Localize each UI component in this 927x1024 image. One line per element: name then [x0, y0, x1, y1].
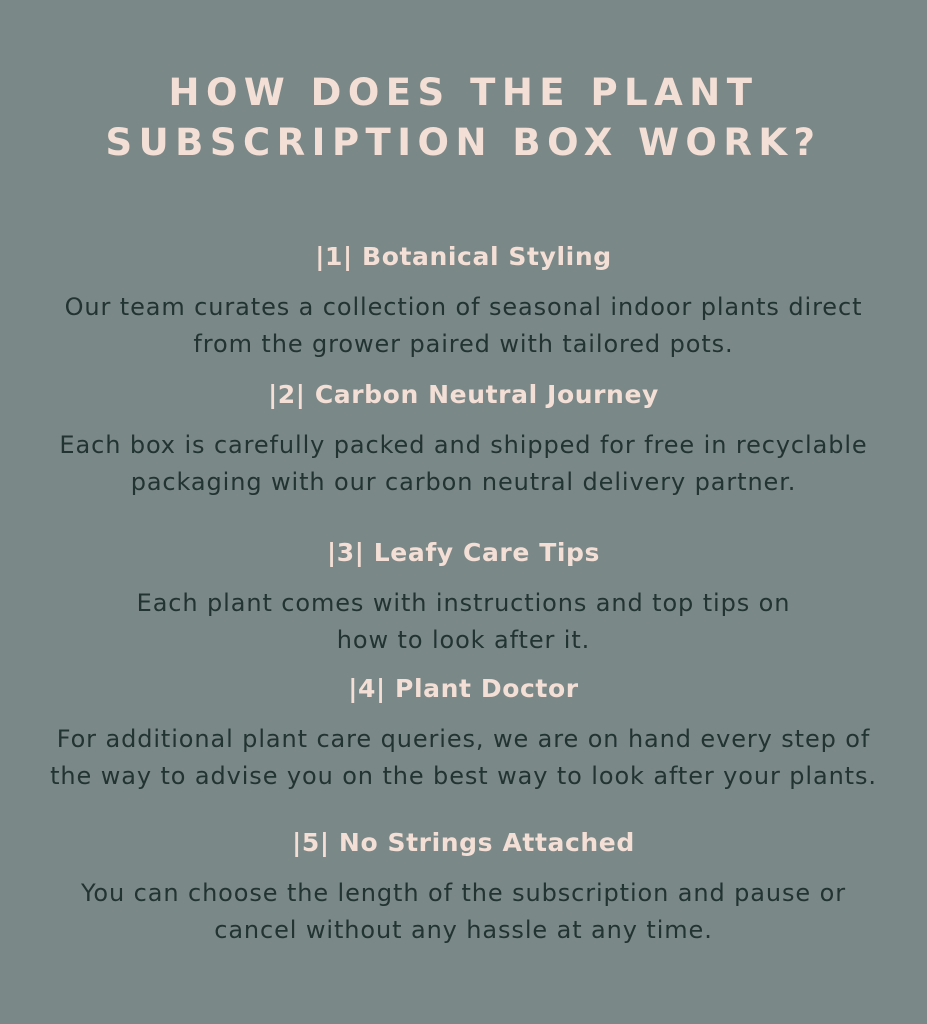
step-heading: |5| No Strings Attached	[292, 828, 635, 857]
step-description-line: packaging with our carbon neutral delivery partner.	[130, 468, 797, 496]
step-heading: |1| Botanical Styling	[315, 242, 612, 271]
step-description-line: cancel without any hassle at any time.	[214, 916, 713, 944]
title-line-1: HOW DOES THE PLANT	[168, 71, 759, 114]
step-description	[34, 427, 894, 501]
title-line-2: SUBSCRIPTION BOX WORK?	[105, 121, 822, 164]
step-botanical-styling	[0, 239, 927, 363]
step-description	[34, 289, 894, 363]
step-leafy-care-tips	[0, 535, 927, 659]
step-plant-doctor	[0, 671, 927, 795]
step-description	[34, 585, 894, 659]
step-description-line: how to look after it.	[336, 626, 591, 654]
step-description-line: For additional plant care queries, we are on hand every step of	[56, 725, 871, 753]
page-title	[34, 68, 894, 168]
step-carbon-neutral-journey	[0, 377, 927, 501]
step-heading: |4| Plant Doctor	[348, 674, 579, 703]
step-description-line: Each plant comes with instructions and top tips on	[136, 589, 791, 617]
step-description-line: Our team curates a collection of seasonal indoor plants direct	[64, 293, 863, 321]
step-no-strings-attached	[0, 825, 927, 949]
steps-list	[0, 239, 927, 949]
step-description-line: Each box is carefully packed and shipped for free in recyclable	[59, 431, 868, 459]
step-description	[34, 875, 894, 949]
step-description-line: You can choose the length of the subscription and pause or	[81, 879, 846, 907]
step-description	[34, 721, 894, 795]
step-description-line: the way to advise you on the best way to look after your plants.	[50, 762, 877, 790]
step-description-line: from the grower paired with tailored pots.	[193, 330, 734, 358]
step-heading: |2| Carbon Neutral Journey	[268, 380, 659, 409]
step-heading: |3| Leafy Care Tips	[327, 538, 600, 567]
